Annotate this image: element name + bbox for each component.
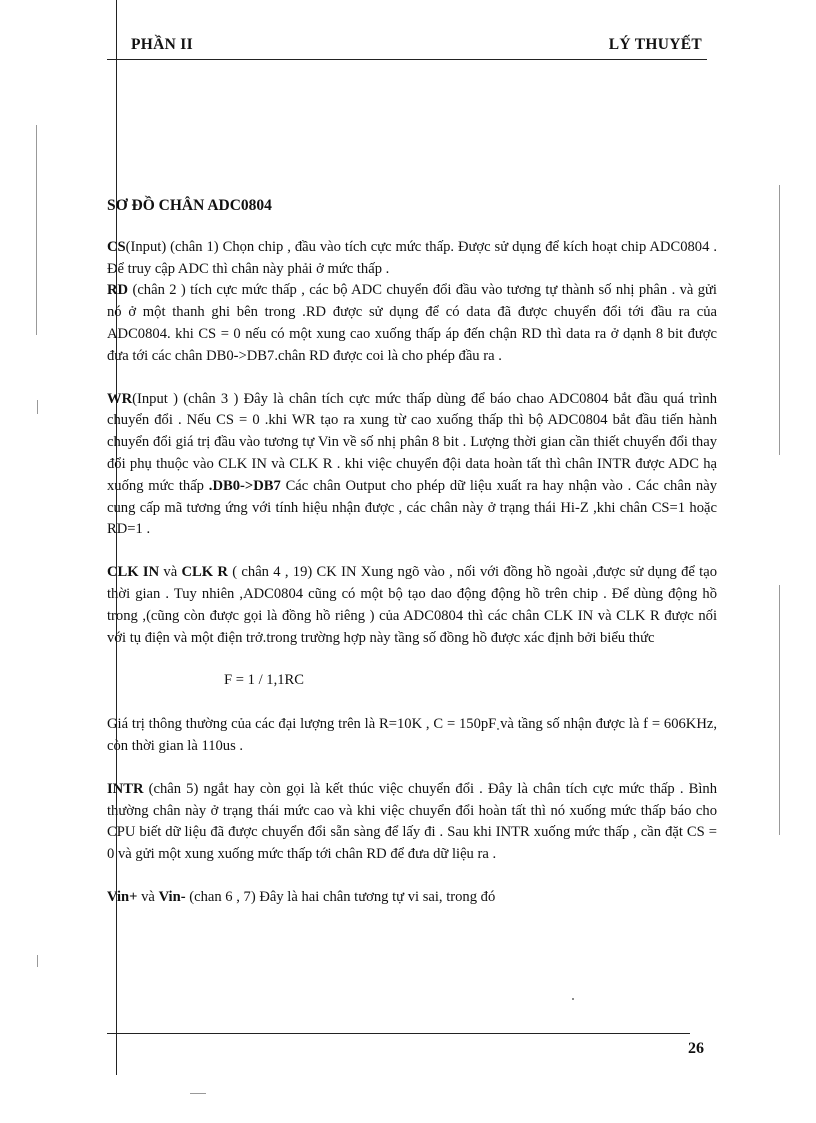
term-vin-plus: Vin+ (107, 888, 138, 905)
scan-speck-1 (572, 998, 574, 1000)
paragraph-cs (107, 237, 717, 281)
paragraph-clk (107, 562, 717, 649)
paragraph-vin (107, 887, 717, 909)
paragraph-vin-text: (chan 6 , 7) Đây là hai chân tương tự vi sai, trong đó (185, 888, 496, 905)
term-db0-db7: .DB0->DB7 (208, 477, 281, 494)
term-intr: INTR (107, 780, 144, 797)
paragraph-clk-and: và (159, 564, 182, 581)
scan-mark-left-1 (37, 400, 38, 414)
scan-edge-right-2 (779, 585, 780, 835)
term-wr: WR (107, 390, 133, 407)
paragraph-clk-text: ( chân 4 , 19) CK IN Xung ngõ vào , nối với đồng hồ ngoài ,được sử dụng để tạo thời gian . Tuy nhiên ,ADC0804 cũng có một bộ tạo dao động động hồ trên chip . Để dùng động hồ trong ,(cũng còn được gọi là đồng hồ riêng ) của ADC0804 thì các chân CLK IN và CLK R được nối với tụ điện và một điện trở.trong trường hợp này tầng số đồng hồ được xác định bởi biểu thức (107, 564, 718, 646)
clock-formula: F = 1 / 1,1RC (224, 672, 305, 689)
header-right: LÝ THUYẾT (608, 36, 702, 53)
paragraph-wr (107, 389, 717, 542)
paragraph-vin-and: và (137, 888, 159, 905)
section-title: SƠ ĐỒ CHÂN ADC0804 (107, 197, 272, 214)
paragraph-cs-text: (Input) (chân 1) Chọn chip , đầu vào tích cực mức thấp. Được sử dụng để kích hoạt chip ADC0804 . Để truy cập ADC thì chân này phải ở mức thấp . (107, 238, 717, 277)
term-cs: CS (107, 238, 126, 255)
term-clk-r: CLK R (181, 564, 228, 581)
document-body (107, 195, 717, 930)
paragraph-rd (107, 280, 717, 367)
paragraph-intr-text: (chân 5) ngắt hay còn gọi là kết thúc việc chuyển đổi . Đây là chân tích cực mức thấp . Bình thường chân này ở trạng thái mức cao và khi việc chuyển đổi hoàn tất thì nó xuống mức thấp báo cho CPU biết dữ liệu đã được chuyển đổi sẵn sàng để lấy đi . Sau khi INTR xuống mức thấp , cần đặt CS = 0 và gửi một xung xuống mức thấp tới chân RD để đưa dữ liệu ra . (107, 780, 717, 863)
header-left: PHẦN II (131, 36, 193, 53)
term-clk-in: CLK IN (107, 564, 160, 581)
scan-mark-bottom (190, 1093, 206, 1094)
scan-edge-left (36, 125, 37, 335)
scan-edge-right-1 (779, 185, 780, 455)
paragraph-typical-values: Giá trị thông thường của các đại lượng trên là R=10K , C = 150pF và tầng số nhận được là f = 606KHz, còn thời gian là 110us . (107, 716, 717, 754)
page-number: 26 (688, 1040, 704, 1057)
term-vin-minus: Vin- (158, 888, 186, 905)
footer-rule (107, 1033, 690, 1034)
term-rd: RD (107, 282, 129, 299)
paragraph-db-text: Các chân Output cho phép dữ liệu xuất ra hay nhận vào . Các chân này cung cấp mã tương ứng với tính hiệu nhận được , các chân này ở trạng thái Hi-Z ,khi chân CS=1 hoặc RD=1 . (107, 477, 717, 538)
header-rule (107, 59, 707, 60)
paragraph-wr-text: (Input ) (chân 3 ) Đây là chân tích cực mức thấp dùng để báo chao ADC0804 bắt đầu quá trình chuyển đổi . Nếu CS = 0 .khi WR tạo ra xung từ cao xuống thấp thì bộ ADC0804 bắt đầu tiến hành chuyển đổi giá trị đầu vào tương tự Vin về số nhị phân 8 bit . Lượng thời gian cần thiết chuyển đổi thay đổi phụ thuộc vào CLK IN và CLK R . khi việc chuyển đội data hoàn tất thì chân INTR được ADC hạ xuống mức thấp (107, 390, 717, 494)
scan-mark-left-2 (37, 955, 38, 967)
paragraph-rd-text: (chân 2 ) tích cực mức thấp , các bộ ADC chuyển đổi đầu vào tương tự thành số nhị phân . và gửi nó ở một thanh ghi bên trong .RD được sử dụng để có data đã được chuyển đổi tới đầu ra của ADC0804. khi CS = 0 nếu có một xung cao xuống thấp áp đến chận RD thì data ra ở dạnh 8 bit được đưa tới các chân DB0->DB7.chân RD được coi là cho phép đầu ra . (107, 282, 717, 364)
paragraph-intr (107, 779, 717, 866)
